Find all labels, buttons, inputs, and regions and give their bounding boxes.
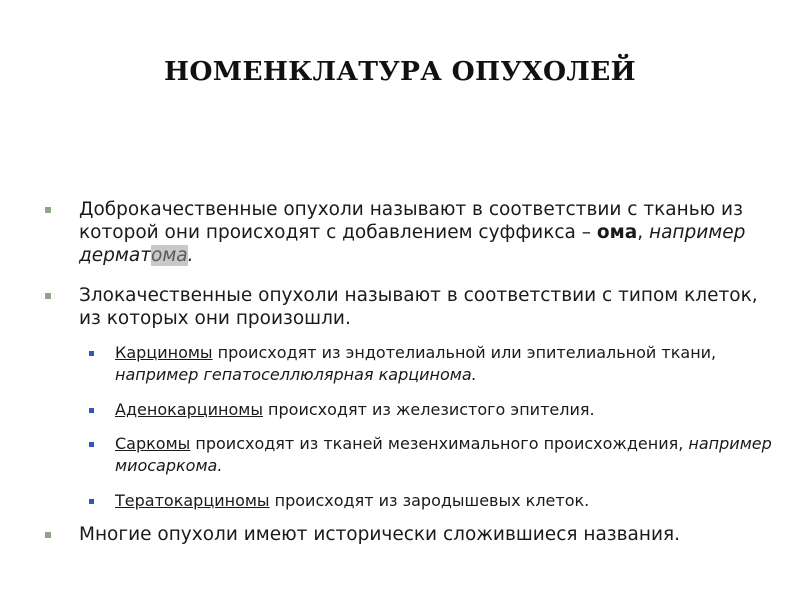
suffix-term: ома bbox=[596, 222, 638, 243]
sub-bullet-marker bbox=[89, 442, 94, 447]
example-end: . bbox=[187, 245, 194, 266]
bullet-item-historical bbox=[79, 523, 779, 546]
example-highlight: ома bbox=[151, 245, 188, 266]
bullet-text: Злокачественные опухоли называют в соответствии с типом клеток, из которых они произошли. bbox=[79, 285, 758, 329]
bullet-marker bbox=[45, 293, 51, 299]
bullet-item-benign bbox=[79, 198, 779, 267]
bullet-marker bbox=[45, 532, 51, 538]
sub-bullet-marker bbox=[89, 499, 94, 504]
bullet-text-sep: , bbox=[637, 222, 649, 243]
sub-bullet-text: происходят из зародышевых клеток. bbox=[269, 491, 590, 510]
term: Аденокарциномы bbox=[115, 400, 263, 419]
bullet-text: Многие опухоли имеют исторически сложившиеся названия. bbox=[79, 524, 681, 545]
sub-bullet-carcinoma bbox=[115, 342, 775, 386]
term: Саркомы bbox=[115, 434, 191, 453]
sub-bullet-teratocarcinoma bbox=[115, 490, 775, 512]
sub-bullet-adenocarcinoma bbox=[115, 399, 775, 421]
term: Карциномы bbox=[115, 343, 213, 362]
term: Тератокарциномы bbox=[115, 491, 270, 510]
slide-title: НОМЕНКЛАТУРА ОПУХОЛЕЙ bbox=[163, 56, 636, 87]
bullet-text: Доброкачественные опухоли называют в соответствии с тканью из которой они происходят с добавлением суффикса – bbox=[79, 199, 743, 243]
example-text: например дермат bbox=[79, 222, 746, 266]
sub-bullet-text: происходят из эндотелиальной или эпителиальной ткани, bbox=[212, 343, 717, 362]
sub-bullet-example: например гепатоселлюлярная карцинома. bbox=[115, 365, 477, 384]
sub-bullet-marker bbox=[89, 351, 94, 356]
sub-bullet-sarcoma bbox=[115, 433, 775, 477]
bullet-marker bbox=[45, 207, 51, 213]
sub-bullet-marker bbox=[89, 408, 94, 413]
sub-bullet-text: происходят из тканей мезенхимального происхождения, bbox=[190, 434, 689, 453]
sub-bullet-text: происходят из железистого эпителия. bbox=[262, 400, 595, 419]
sub-bullet-example: например миосаркома. bbox=[115, 434, 772, 475]
bullet-item-malignant bbox=[79, 284, 779, 330]
